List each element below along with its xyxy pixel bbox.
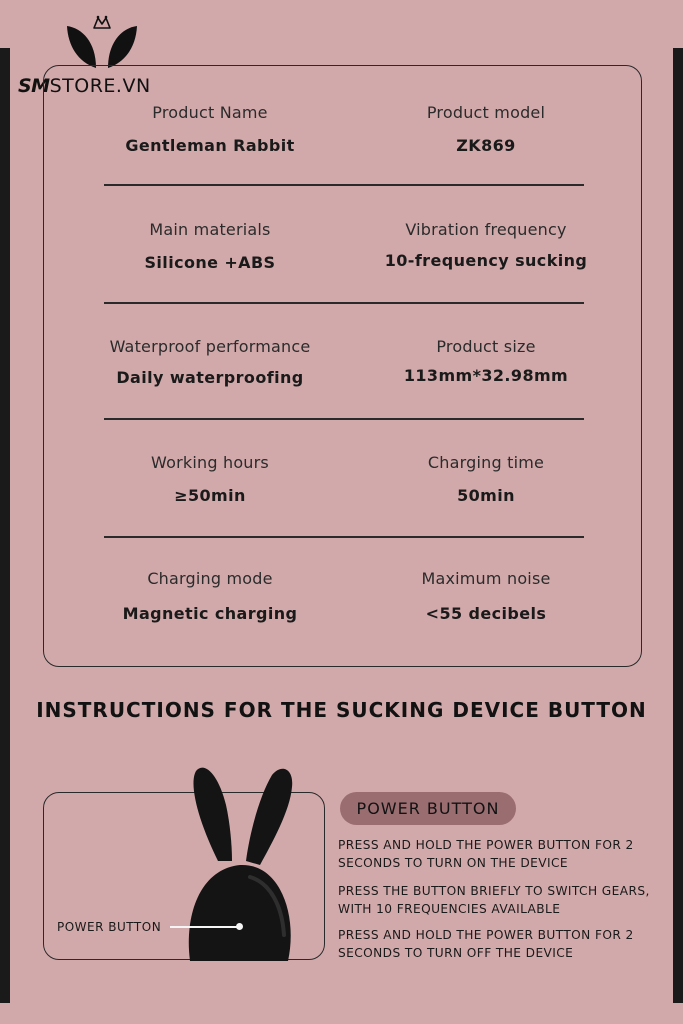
- instruction-step: PRESS AND HOLD THE POWER BUTTON FOR 2 SECONDS TO TURN OFF THE DEVICE: [338, 928, 634, 960]
- logo-brand: SM: [18, 75, 50, 97]
- power-button-pointer-line: [170, 926, 238, 928]
- spec-cell: [366, 453, 606, 505]
- spec-divider: [104, 536, 584, 538]
- right-edge-bar: [673, 48, 683, 1003]
- spec-cell: [90, 569, 330, 623]
- spec-row: [44, 569, 641, 649]
- spec-cell: [90, 453, 330, 505]
- spec-cell: [366, 337, 606, 385]
- instruction-step: PRESS THE BUTTON BRIEFLY TO SWITCH GEARS, WITH 10 FREQUENCIES AVAILABLE: [338, 884, 650, 916]
- spec-value: 50min: [457, 486, 515, 505]
- spec-value: Magnetic charging: [122, 604, 298, 623]
- device-power-button-label: POWER BUTTON: [57, 920, 162, 934]
- spec-label: Charging mode: [147, 569, 273, 588]
- power-button-dot: [236, 923, 243, 930]
- spec-value: Gentleman Rabbit: [125, 136, 295, 155]
- spec-label: Product size: [436, 337, 536, 356]
- spec-value: Silicone +ABS: [144, 253, 276, 272]
- rabbit-device-image: [160, 765, 310, 961]
- spec-divider: [104, 302, 584, 304]
- spec-label: Vibration frequency: [405, 220, 567, 239]
- spec-row: [44, 337, 641, 417]
- spec-row: [44, 103, 641, 183]
- spec-label: Product model: [426, 103, 546, 122]
- logo-store: STORE.VN: [49, 75, 151, 97]
- spec-label: Charging time: [427, 453, 545, 472]
- spec-cell: [366, 103, 606, 155]
- spec-label: Working hours: [151, 453, 269, 472]
- spec-label: Waterproof performance: [109, 337, 311, 356]
- power-button-pill: POWER BUTTON: [340, 792, 516, 825]
- spec-value: <55 decibels: [425, 604, 547, 623]
- spec-value: Daily waterproofing: [116, 368, 304, 387]
- spec-value: ZK869: [456, 136, 516, 155]
- spec-row: [44, 220, 641, 300]
- spec-value: 10-frequency sucking: [384, 251, 588, 270]
- instructions-title: INSTRUCTIONS FOR THE SUCKING DEVICE BUTTON: [36, 698, 647, 722]
- spec-label: Product Name: [152, 103, 268, 122]
- spec-divider: [104, 418, 584, 420]
- cat-ears-crown-icon: [62, 12, 142, 70]
- spec-cell: [366, 220, 606, 270]
- spec-value: ≥50min: [174, 486, 246, 505]
- spec-value: 113mm*32.98mm: [403, 366, 569, 385]
- left-edge-bar: [0, 48, 10, 1003]
- spec-row: [44, 453, 641, 533]
- spec-label: Maximum noise: [421, 569, 551, 588]
- spec-label: Main materials: [149, 220, 271, 239]
- spec-divider: [104, 184, 584, 186]
- spec-cell: [90, 220, 330, 272]
- instruction-step: PRESS AND HOLD THE POWER BUTTON FOR 2 SECONDS TO TURN ON THE DEVICE: [338, 838, 634, 870]
- spec-cell: [366, 569, 606, 623]
- spec-cell: [90, 103, 330, 155]
- spec-cell: [90, 337, 330, 387]
- specifications-card: [43, 65, 642, 667]
